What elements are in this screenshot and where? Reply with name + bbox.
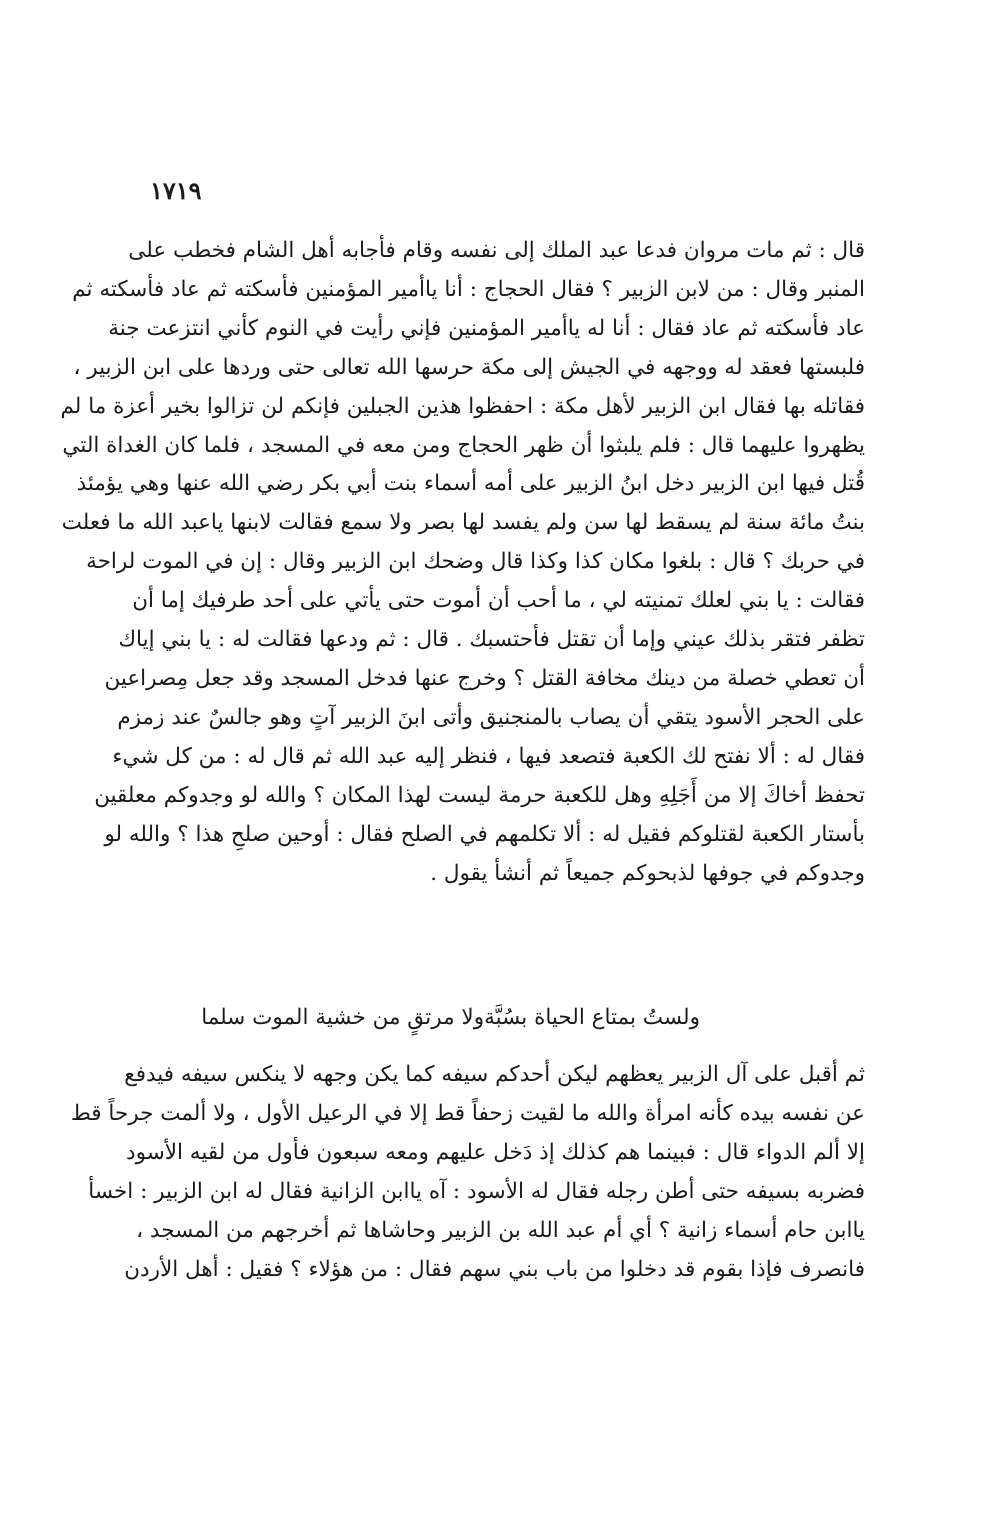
poetry-verse [201, 1000, 700, 1036]
paragraph-2 [70, 1056, 865, 1289]
text-line: فقاتله بها فقال ابن الزبير لأهل مكة : احفظوا هذين الجبلين فإنكم لن تزالوا بخير أعزة ما لم [60, 393, 865, 419]
text-line: بأستار الكعبة لقتلوكم فقيل له : ألا تكلمهم في الصلح فقال : أوحين صلحِ هذا ؟ والله لو [104, 821, 865, 847]
text-line: عن نفسه بيده كأنه امرأة والله ما لقيت زحفاً قط إلا في الرعيل الأول ، ولا ألمت جرحاً قط [70, 1100, 865, 1126]
text-line: ثم أقبل على آل الزبير يعظهم ليكن أحدكم سيفه كما يكن وجهه لا ينكس سيفه فيدفع [124, 1062, 865, 1087]
text-line: على الحجر الأسود يتقي أن يصاب بالمنجنيق وأتى ابنَ الزبير آتٍ وهو جالسٌ عند زمزم [117, 704, 865, 730]
text-line: عاد فأسكته ثم عاد فقال : أنا له ياأمير المؤمنين فإني رأيت في النوم كأني انتزعت جنة [108, 315, 865, 341]
text-line: في حربك ؟ قال : بلغوا مكان كذا وكذا قال وضحك ابن الزبير وقال : إن في الموت لراحة [86, 549, 865, 575]
paragraph-1 [60, 232, 865, 893]
text-line: فضربه بسيفه حتى أطن رجله فقال له الأسود : آه ياابن الزانية فقال له ابن الزبير : اخسأ [88, 1178, 865, 1204]
text-line: تحفظ أخاكَ إلا من أَجَلِهِ وهل للكعبة حرمة ليست لهذا المكان ؟ والله لو وجدوكم معلقين [94, 782, 865, 808]
text-line: يظهروا عليهما قال : فلم يلبثوا أن ظهر الحجاج ومن معه في المسجد ، فلما كان الغداة التي [62, 432, 865, 458]
verse-second-hemistich: ولا مرتقٍ من خشية الموت سلما [201, 1005, 485, 1030]
text-line: فلبستها فعقد له ووجهه في الجيش إلى مكة حرسها الله تعالى حتى وردها على ابن الزبير ، [73, 354, 865, 380]
text-line: إلا ألم الدواء قال : فبينما هم كذلك إذ دَخل عليهم ومعه سبعون فأول من لقيه الأسود [126, 1139, 865, 1165]
text-line: بنتُ مائة سنة لم يسقط لها سن ولم يفسد لها بصر ولا سمع فقالت لابنها ياعبد الله ما فعلت [61, 510, 865, 536]
text-line: فقالت : يا بني لعلك تمنيته لي ، ما أحب أن أموت حتى يأتي على أحد طرفيك إما أن [132, 588, 865, 614]
text-line: فقال له : ألا نفتح لك الكعبة فتصعد فيها ، فنظر إليه عبد الله ثم قال له : من كل شيء [112, 743, 865, 769]
verse-first-hemistich: ولستُ بمتاع الحياة بسُبَّة [484, 1005, 700, 1030]
text-line: تظفر فتقر بذلك عيني وإما أن تقتل فأحتسبك . قال : ثم ودعها فقالت له : يا بني إياك [118, 627, 865, 653]
text-line: المنبر وقال : من لابن الزبير ؟ فقال الحجاج : أنا ياأمير المؤمنين فأسكته ثم عاد فأسكته ثم [72, 276, 865, 302]
text-line: قُتل فيها ابن الزبير دخل ابنُ الزبير على أمه أسماء بنت أبي بكر رضي الله عنها وهي يؤمئذ [76, 471, 865, 497]
text-line: فانصرف فإذا بقوم قد دخلوا من باب بني سهم فقال : من هؤلاء ؟ فقيل : أهل الأردن [124, 1256, 865, 1282]
text-line: ياابن حام أسماء زانية ؟ أي أم عبد الله بن الزبير وحاشاها ثم أخرجهم من المسجد ، [136, 1217, 865, 1243]
text-line: أن تعطي خصلة من دينك مخافة القتل ؟ وخرج عنها فدخل المسجد وقد جعل مِصراعين [104, 665, 865, 691]
text-line: وجدوكم في جوفها لذبحوكم جميعاً ثم أنشأ يقول . [430, 860, 865, 886]
page-number: ١٧١٩ [150, 176, 202, 205]
text-line: قال : ثم مات مروان فدعا عبد الملك إلى نفسه وقام فأجابه أهل الشام فخطب على [128, 238, 865, 263]
